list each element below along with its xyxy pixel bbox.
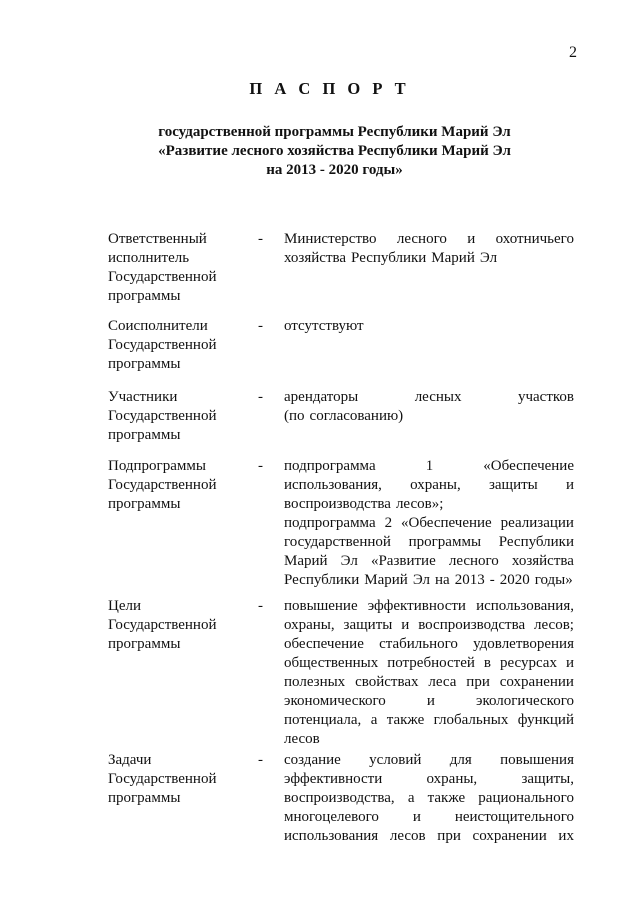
document-title: П А С П О Р Т (249, 79, 410, 98)
document-subtitle (0, 123, 639, 180)
row-label-line: Государственной (108, 269, 217, 285)
row-label-line: программы (108, 427, 181, 443)
row-value (284, 597, 574, 749)
row-label-line: программы (108, 636, 181, 652)
row-value-line: потенциала, а также глобальных функций (284, 712, 574, 728)
page-number: 2 (569, 44, 577, 61)
row-value (284, 457, 574, 590)
row-label-line: программы (108, 790, 181, 806)
row-dash: - (258, 231, 263, 247)
row-value-line: охраны, защиты и воспроизводства лесов; (284, 617, 574, 633)
row-dash: - (258, 389, 263, 405)
row-label-line: Ответственный (108, 231, 207, 247)
row-value-line: государственной программы Республики (284, 534, 574, 550)
row-label (108, 457, 240, 514)
row-value-line: эффективности охраны, защиты, (284, 771, 574, 787)
row-dash: - (258, 598, 263, 614)
row-value-line: хозяйства Республики Марий Эл (284, 250, 498, 266)
row-value-line: отсутствуют (284, 318, 364, 334)
row-value (284, 388, 574, 426)
row-value-line: обеспечение стабильного удовлетворения (284, 636, 574, 652)
row-label-line: программы (108, 496, 181, 512)
row-value-line: подпрограмма 2 «Обеспечение реализации (284, 515, 574, 531)
row-label-line: Государственной (108, 617, 217, 633)
row-dash: - (258, 458, 263, 474)
row-value-line: воспроизводства, а также рационального (284, 790, 574, 806)
row-label-line: Государственной (108, 771, 217, 787)
row-value-line: подпрограмма 1 «Обеспечение (284, 458, 574, 474)
row-label-line: исполнитель (108, 250, 190, 266)
row-value (284, 317, 574, 336)
row-value-line: создание условий для повышения (284, 752, 574, 768)
row-label (108, 317, 240, 374)
row-label (108, 751, 240, 808)
row-value-line: использования, охраны, защиты и (284, 477, 574, 493)
subtitle-line: на 2013 - 2020 годы» (266, 162, 403, 178)
row-label (108, 230, 240, 306)
row-value-line: использования лесов при сохранении их (284, 828, 574, 844)
row-value (284, 751, 574, 846)
row-label-line: Государственной (108, 408, 217, 424)
row-label-line: Задачи (108, 752, 152, 768)
row-dash: - (258, 318, 263, 334)
row-value-line: Министерство лесного и охотничьего (284, 231, 574, 247)
row-value-line: многоцелевого и неистощительного (284, 809, 574, 825)
row-label-line: программы (108, 288, 181, 304)
row-dash: - (258, 752, 263, 768)
subtitle-line: государственной программы Республики Марий Эл (158, 124, 511, 140)
row-value-line: общественных потребностей в ресурсах и (284, 655, 574, 671)
row-label-line: Участники (108, 389, 178, 405)
subtitle-line: «Развитие лесного хозяйства Республики Марий Эл (158, 143, 511, 159)
row-value-line: полезных свойствах леса при сохранении (284, 674, 574, 690)
row-value-line: Марий Эл «Развитие лесного хозяйства (284, 553, 574, 569)
row-value-line: (по согласованию) (284, 408, 404, 424)
row-value-line: лесов (284, 731, 320, 747)
row-label (108, 388, 240, 445)
row-value-line: повышение эффективности использования, (284, 598, 574, 614)
row-label-line: Цели (108, 598, 142, 614)
row-label-line: Государственной (108, 477, 217, 493)
row-label-line: Соисполнители (108, 318, 208, 334)
row-label-line: Государственной (108, 337, 217, 353)
row-label-line: программы (108, 356, 181, 372)
row-value-line: экономического и экологического (284, 693, 574, 709)
row-value (284, 230, 574, 268)
row-label-line: Подпрограммы (108, 458, 206, 474)
row-value-line: арендаторы лесных участков (284, 389, 574, 405)
row-label (108, 597, 240, 654)
row-value-line: воспроизводства лесов»; (284, 496, 444, 512)
row-value-line: Республики Марий Эл на 2013 - 2020 годы» (284, 572, 573, 588)
